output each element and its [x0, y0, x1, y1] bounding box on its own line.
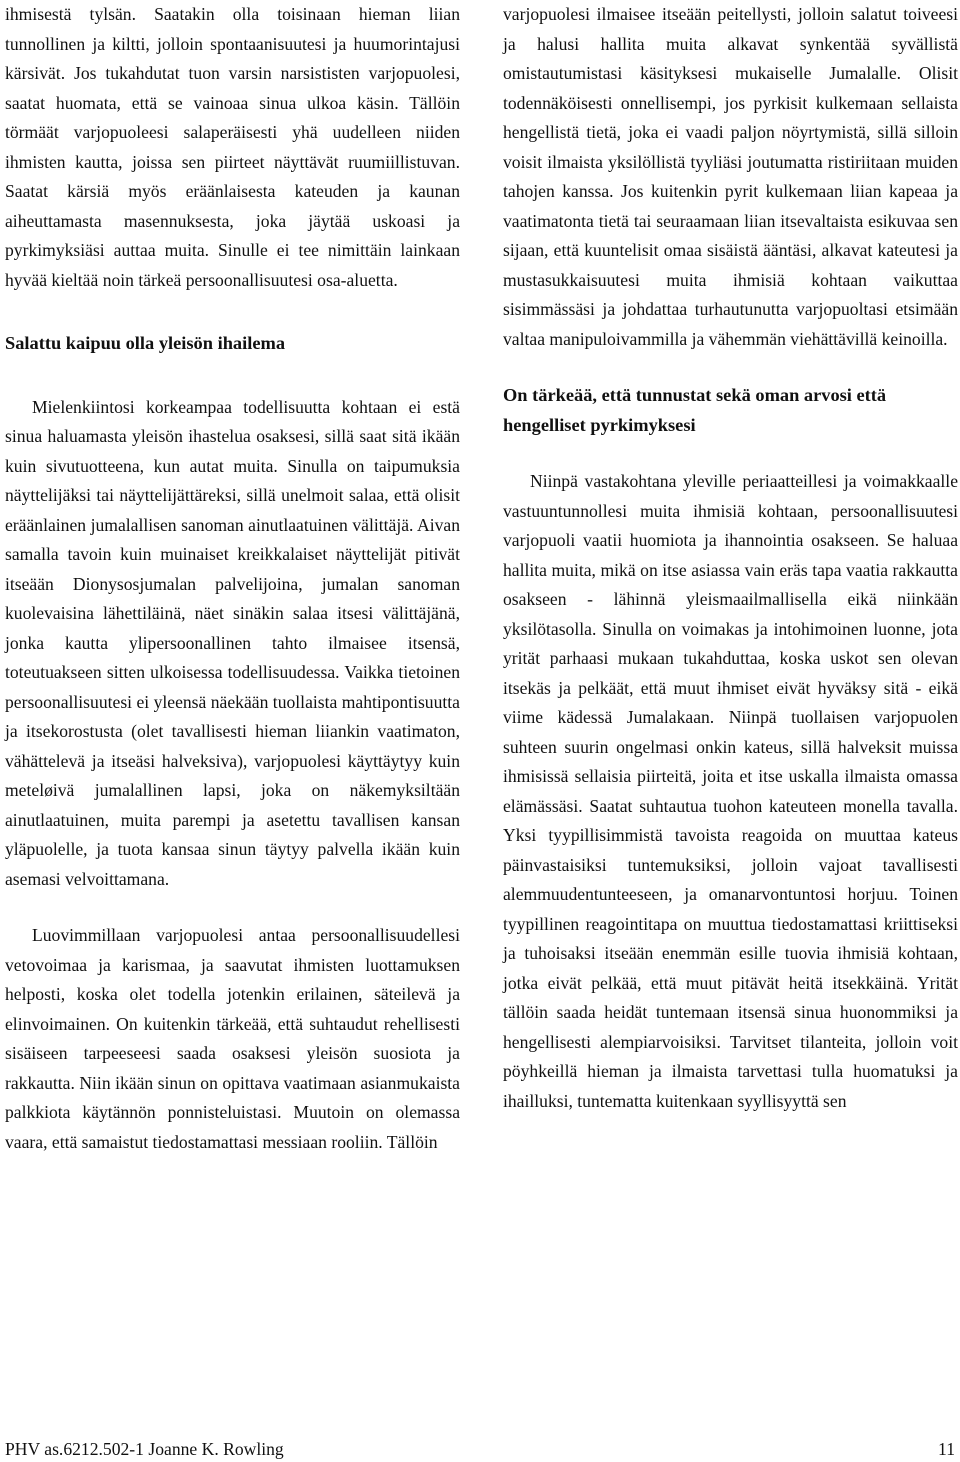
section-heading-left: Salattu kaipuu olla yleisön ihailema [5, 333, 286, 353]
body-paragraph: Luovimmillaan varjopuolesi antaa persoonallisuudellesi vetovoimaa ja karismaa, ja saavutat ihmisten luottamuksen helposti, koska olet todella jotenkin erilainen, säteilevä ja elinvoimainen. On kuitenkin tärkeää, että suhtaudut rehellisesti sisäiseen tarpeeseesi saada osaksesi yleisön suosiota ja rakkautta. Niin ikään sinun on opittava vaatimaan asianmukaista palkkiota käytännön ponnisteluistasi. Muutoin on olemassa vaara, että samaistut tiedostamattasi messiaan rooliin. Tällöin [5, 925, 460, 1152]
page-footer [5, 1436, 955, 1462]
intro-paragraph: ihmisestä tylsän. Saatakin olla toisinaan hieman liian tunnollinen ja kiltti, jolloin spontaanisuutesi ja huumorintajusi kärsivät. Jos tukahdutat tuon varsin narsististen varjopuolesi, saatat huomata, että se vainoaa sinua ulkoa käsin. Tällöin törmäät varjopuoleesi salaperäisesti yhä uudelleen niiden ihmisten kautta, joissa sen piirteet näyttävät ruumiillistuvan. Saatat kärsiä myös eräänlaisesta kateuden ja kaunan aiheuttamasta masennuksesta, joka jäytää uskoasi ja pyrkimyksiäsi auttaa muita. Sinulle ei tee nimittäin lainkaan hyvää kieltää noin tärkeä persoonallisuutesi osa-aluetta. [5, 4, 460, 290]
section-heading-right: On tärkeää, että tunnustat sekä oman arvosi että hengelliset pyrkimyksesi [503, 385, 887, 435]
footer-document-id: PHV as.6212.502-1 Joanne K. Rowling [5, 1439, 284, 1459]
page-number: 11 [938, 1439, 955, 1459]
body-paragraph: Mielenkiintosi korkeampaa todellisuutta kohtaan ei estä sinua haluamasta yleisön ihastelua osaksesi, sillä saat sitä ikään kuin sivutuotteena, kun autat muita. Sinulla on taipumuksia näyttelijäksi tai näyttelijättäreksi, sillä unelmoit salaa, että olisit eräänlainen jumalallisen sanoman ainutlaatuinen välittäjä. Aivan samalla tavoin kuin muinaiset kreikkalaiset näyttelijät pitivät itseään Dionysosjumalan palvelijoina, jumalan sanoman kuolevaisina lähettiläinä, näet sinäkin salaa itsesi välittäjänä, jonka kautta ylipersoonallinen tahto ilmaisee itsensä, toteutuakseen sitten ulkoisessa todellisuudessa. Vaikka tietoinen persoonallisuutesi ei yleensä näekään tuollaista mahtipontisuutta ja itsekorostusta (olet tavallisesti hieman liiankin vaatimaton, vähättelevä ja itseäsi halveksiva), varjopuolesi käyttäytyy kuin meteløivä jumalallinen lapsi, joka on näkemyksiltään ainutlaatuinen, muita parempi ja asetettu tavallisen kansan yläpuolelle, ja tuota kansaa sinun täytyy palvella ikään kuin asemasi velvoittamana. [5, 396, 460, 889]
body-paragraph: Niinpä vastakohtana yleville periaatteillesi ja voimakkaalle vastuuntunnollesi muita ihmisiä kohtaan, persoonallisuutesi varjopuoli vaatii huomiota ja ihannointia osakseen. Se haluaa hallita muita, mikä on itse asiassa vain eräs tapa vaatia rakkautta osakseen - lähinnä yleismaailmallisella eikä niinkään yksilötasolla. Sinulla on voimakas ja intohimoinen luonne, jota yrität parhaasi mukaan tukahduttaa, koska uskot sen olevan itsekäs ja pelkäät, että muut ihmiset eivät hyväksy sitä - eikä viime kädessä Jumalakaan. Niinpä tuollaisen varjopuolen suhteen suurin ongelmasi onkin kateus, sillä halveksit muissa ihmisissä sellaisia piirteitä, joita et itse uskalla ilmaista omassa elämässäsi. Saatat suhtautua tuohon kateuteen monella tavalla. Yksi tyypillisimmistä tavoista reagoida on muuttaa kateus päinvastaisiksi tuntemuksiksi, jolloin vajoat tavallisesti alemmuudentunteeseen, ja omanarvontuntosi horjuu. Toinen tyypillinen reagointitapa on muuttua tiedostamattasi kriittiseksi ja tuhoisaksi itseään enemmän esille tuovia ihmisiä kohtaan, jotka eivät pelkää, että muut pitävät heitä itsekkäinä. Yrität tällöin saada heidät tuntemaan itsensä sinua huonommiksi ja hengellisesti alempiarvoisiksi. Tarvitset tilanteita, jolloin voit pöyhkeillä hieman ja ilmaista tarvettasi tulla huomatuksi ja ihailluksi, tuntematta kuitenkaan syyllisyyttä sen [503, 471, 958, 1111]
left-column [5, 0, 460, 1157]
body-paragraph: varjopuolesi ilmaisee itseään peitellysti, jolloin salatut toiveesi ja halusi hallita muita alkavat synkentää syvällistä omistautumistasi käsityksesi mukaiselle Jumalalle. Olisit todennäköisesti onnellisempi, jos pyrkisit kulkemaan sellaista hengellistä tietä, joka ei vaadi paljon nöyrtymistä, sillä silloin voisit ilmaista yksilöllistä tyyliäsi joutumatta ristiriitaan muiden tahojen kanssa. Jos kuitenkin pyrit kulkemaan liian kapeaa ja vaatimatonta tietä tai seuraamaan liian itsevaltaista esikuvaa sen sijaan, että kuuntelisit omaa sisäistä ääntäsi, alkavat kateutesi ja mustasukkaisuutesi muita ihmisiä kohtaan vaikuttaa sisimmässäsi ja johdattaa turhautunutta varjopuoltasi etsimään valtaa manipuloivammilla ja vähemmän viehättävillä keinoilla. [503, 4, 958, 349]
right-column [503, 0, 958, 1116]
